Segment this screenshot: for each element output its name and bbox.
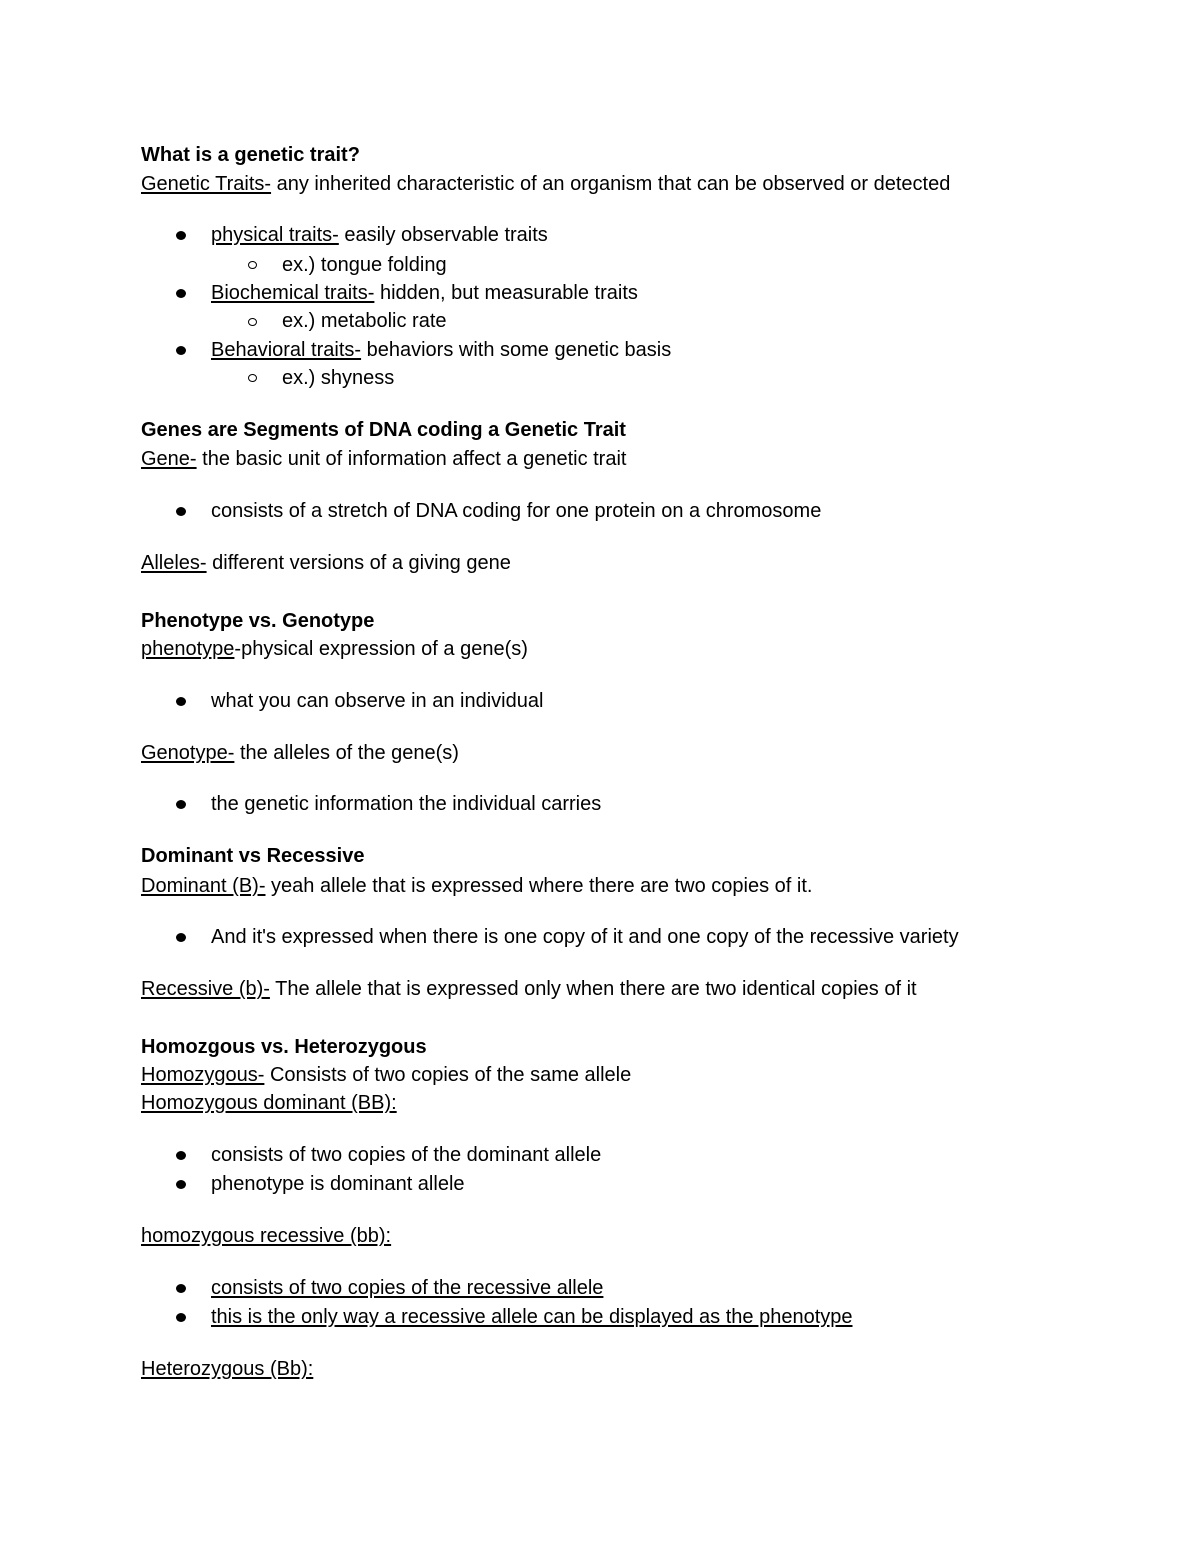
definition-phenotype	[141, 637, 528, 661]
sub-item-tongue-folding: ex.) tongue folding	[282, 254, 447, 276]
term-genetic-traits: Genetic Traits-	[141, 173, 272, 195]
sub-bullet-icon	[248, 261, 257, 269]
list-item-observe: what you can observe in an individual	[211, 690, 544, 712]
definition-alleles	[141, 551, 511, 575]
list-item-expressed-one-copy: And it's expressed when there is one copy of it and one copy of the recessive variety	[211, 926, 959, 948]
list-item-two-recessive: consists of two copies of the recessive allele	[211, 1277, 604, 1299]
definition-text: different versions of a giving gene	[206, 552, 511, 574]
definition-text: the alleles of the gene(s)	[234, 742, 459, 764]
list-item-physical-traits	[211, 223, 548, 247]
bullet-icon	[176, 1151, 186, 1160]
bullet-icon	[176, 800, 186, 809]
term-homozygous: Homozygous-	[141, 1064, 265, 1086]
heading-genetic-trait: What is a genetic trait?	[141, 144, 360, 166]
bullet-icon	[176, 1180, 186, 1189]
definition-text: any inherited characteristic of an organism that can be observed or detected	[271, 173, 951, 195]
definition-text: The allele that is expressed only when there are two identical copies of it	[269, 978, 917, 1000]
label-homozygous-recessive	[141, 1224, 391, 1248]
bullet-icon	[176, 1313, 186, 1322]
sub-item-metabolic-rate: ex.) metabolic rate	[282, 310, 447, 332]
term-homozygous-dominant: Homozygous dominant (BB):	[141, 1092, 397, 1114]
list-item-only-way: this is the only way a recessive allele can be displayed as the phenotype	[211, 1306, 853, 1328]
definition-gene	[141, 447, 626, 471]
definition-recessive	[141, 977, 917, 1001]
bullet-icon	[176, 507, 186, 516]
bullet-icon	[176, 346, 186, 355]
definition-genotype	[141, 741, 459, 765]
term-genotype: Genotype-	[141, 742, 235, 764]
list-item-biochemical-traits	[211, 281, 638, 305]
heading-genes: Genes are Segments of DNA coding a Genetic Trait	[141, 419, 626, 441]
bullet-icon	[176, 289, 186, 298]
list-item-phenotype-dominant: phenotype is dominant allele	[211, 1173, 465, 1195]
bullet-icon	[176, 1284, 186, 1293]
list-item-two-dominant: consists of two copies of the dominant allele	[211, 1144, 602, 1166]
term-biochemical-traits: Biochemical traits-	[211, 282, 375, 304]
term-homozygous-recessive: homozygous recessive (bb):	[141, 1225, 392, 1247]
sub-bullet-icon	[248, 374, 257, 382]
definition-text: yeah allele that is expressed where there are two copies of it.	[265, 875, 813, 897]
list-item-dna-stretch: consists of a stretch of DNA coding for one protein on a chromosome	[211, 500, 822, 522]
label-heterozygous	[141, 1357, 313, 1381]
heading-phenotype-genotype: Phenotype vs. Genotype	[141, 610, 375, 632]
sub-bullet-icon	[248, 318, 257, 326]
term-phenotype: phenotype	[141, 638, 235, 660]
definition-text: -physical expression of a gene(s)	[234, 638, 528, 660]
bullet-icon	[176, 697, 186, 706]
definition-genetic-traits	[141, 172, 950, 196]
list-item-text: hidden, but measurable traits	[374, 282, 638, 304]
list-item-text: behaviors with some genetic basis	[361, 339, 672, 361]
term-gene: Gene-	[141, 448, 197, 470]
term-alleles: Alleles-	[141, 552, 207, 574]
sub-item-shyness: ex.) shyness	[282, 367, 395, 389]
definition-text: the basic unit of information affect a genetic trait	[196, 448, 627, 470]
list-item-genetic-info: the genetic information the individual carries	[211, 793, 602, 815]
term-physical-traits: physical traits-	[211, 224, 339, 246]
heading-homozygous-heterozygous: Homozgous vs. Heterozygous	[141, 1036, 427, 1058]
label-homozygous-dominant	[141, 1091, 397, 1115]
definition-homozygous	[141, 1063, 631, 1087]
definition-text: Consists of two copies of the same allele	[264, 1064, 632, 1086]
definition-dominant	[141, 874, 812, 898]
bullet-icon	[176, 933, 186, 942]
heading-dominant-recessive: Dominant vs Recessive	[141, 845, 365, 867]
list-item-text: easily observable traits	[338, 224, 548, 246]
term-recessive: Recessive (b)-	[141, 978, 270, 1000]
term-behavioral-traits: Behavioral traits-	[211, 339, 362, 361]
list-item-behavioral-traits	[211, 338, 671, 362]
term-dominant: Dominant (B)-	[141, 875, 266, 897]
term-heterozygous: Heterozygous (Bb):	[141, 1358, 314, 1380]
bullet-icon	[176, 231, 186, 240]
